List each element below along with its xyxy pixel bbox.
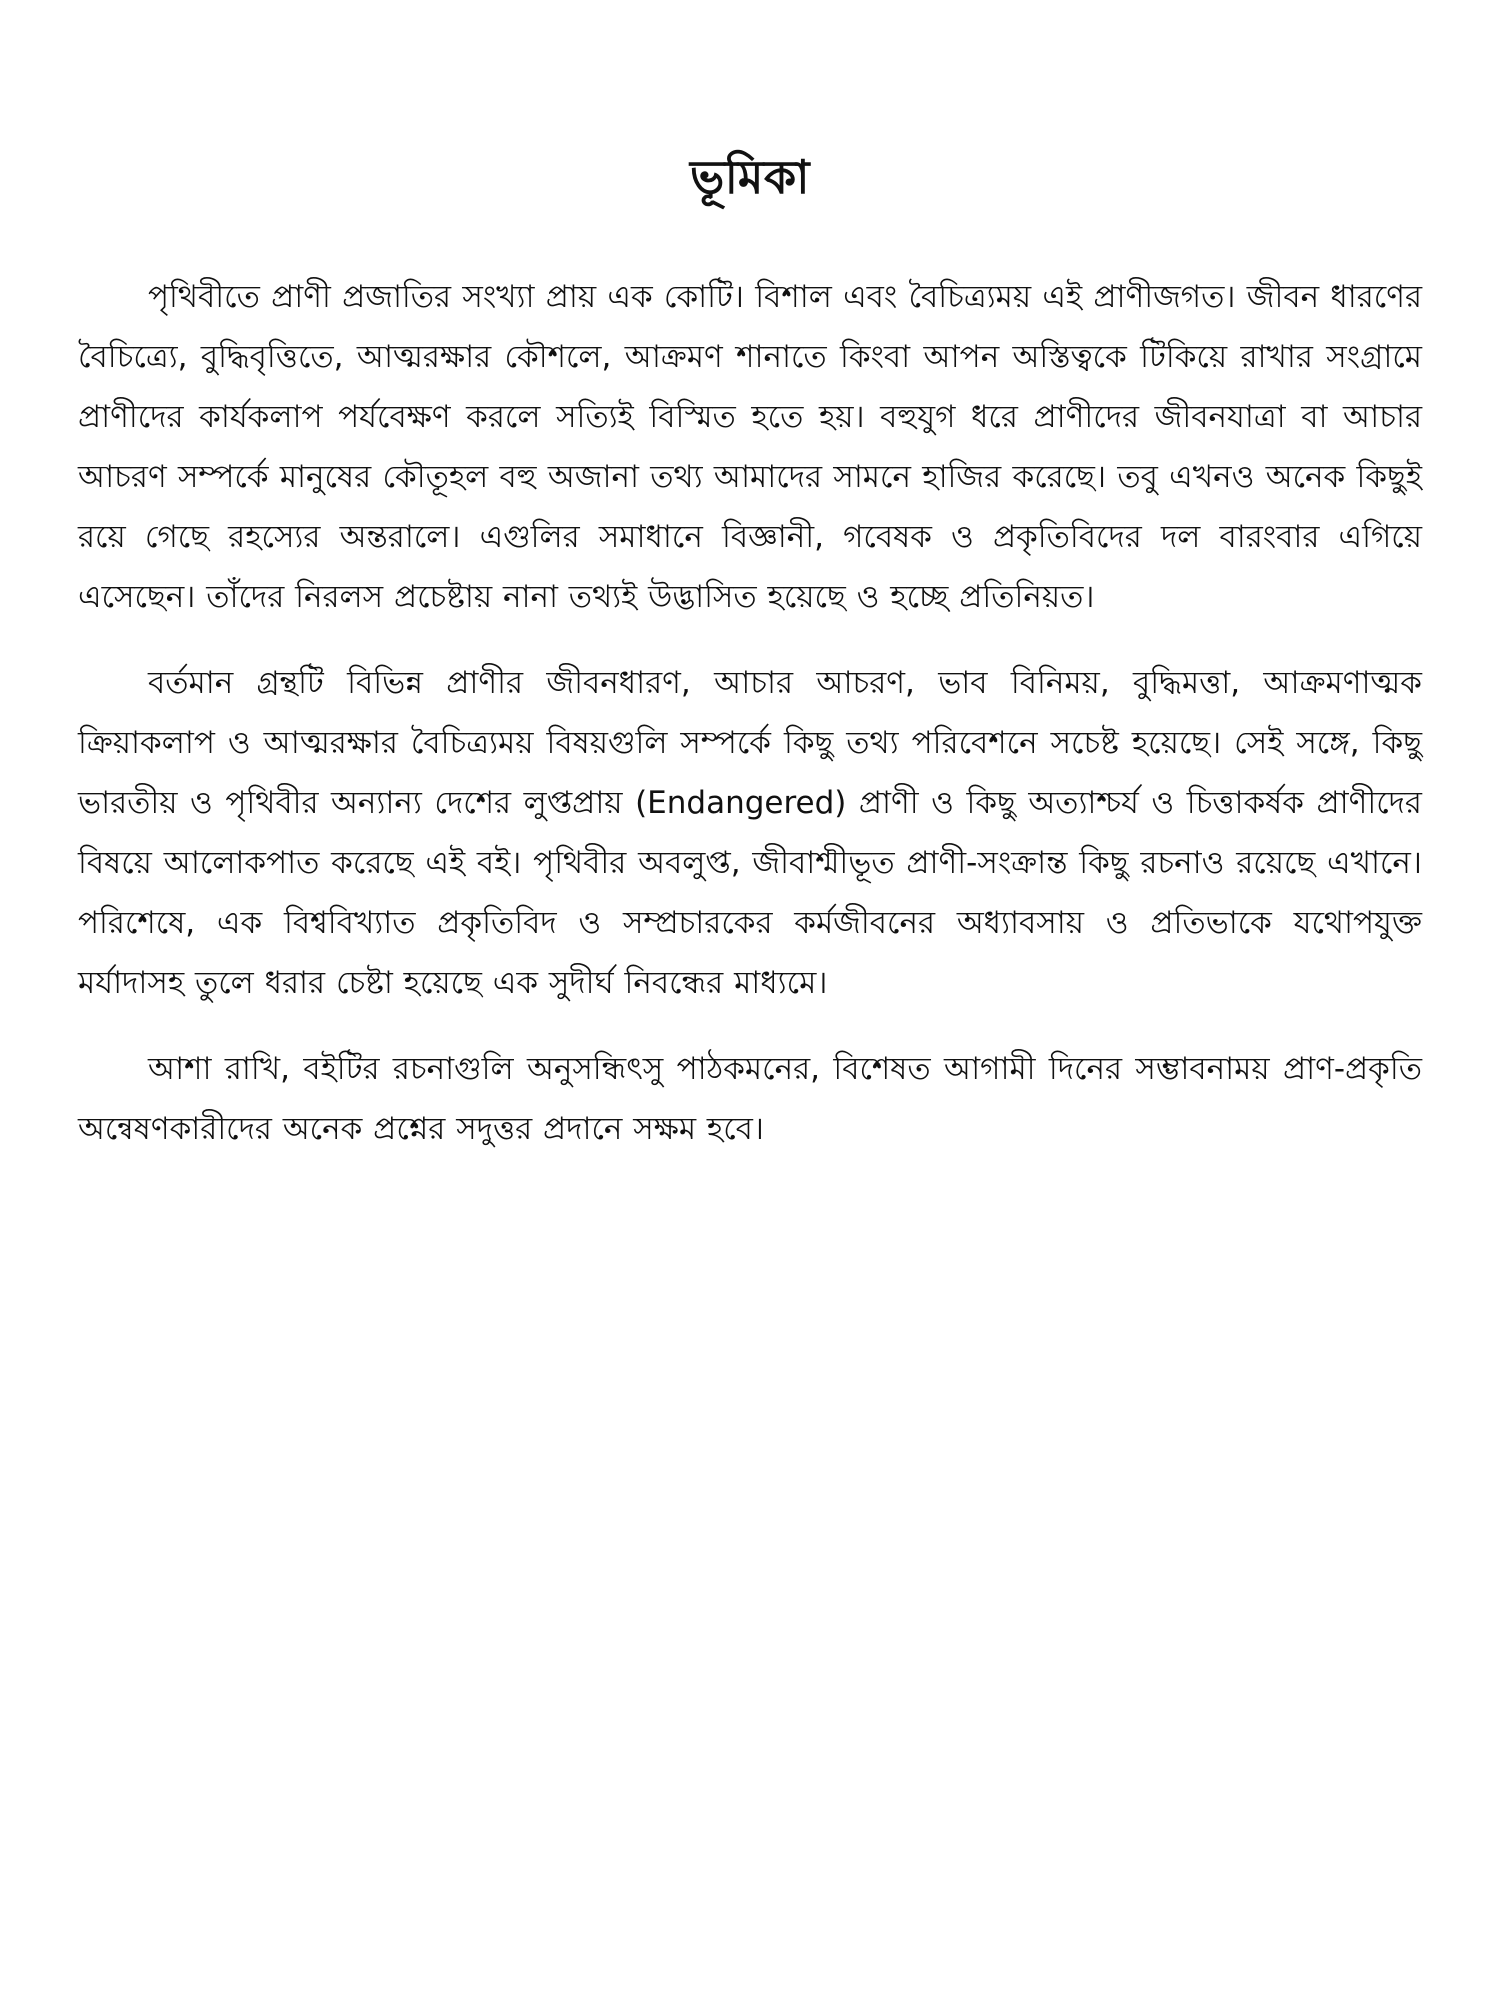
paragraph-1: পৃথিবীতে প্রাণী প্রজাতির সংখ্যা প্রায় এক কোটি। বিশাল এবং বৈচিত্র্যময় এই প্রাণীজগত। জীবন ধারণের বৈচিত্র্যে, বুদ্ধিবৃত্তিতে, আত্মরক্ষার কৌশলে, আক্রমণ শানাতে কিংবা আপন অস্তিত্বকে টিকিয়ে রাখার সংগ্রামে প্রাণীদের কার্যকলাপ পর্যবেক্ষণ করলে সত্যিই বিস্মিত হতে হয়। বহুযুগ ধরে প্রাণীদের জীবনযাত্রা বা আচার আচরণ সম্পর্কে মানুষের কৌতূহল বহু অজানা তথ্য আমাদের সামনে হাজির করেছে। তবু এখনও অনেক কিছুই রয়ে গেছে রহস্যের অন্তরালে। এগুলির সমাধানে বিজ্ঞানী, গবেষক ও প্রকৃতিবিদের দল বারংবার এগিয়ে এসেছেন। তাঁদের নিরলস প্রচেষ্টায় নানা তথ্যই উদ্ভাসিত হয়েছে ও হচ্ছে প্রতিনিয়ত।	[78, 279, 1422, 616]
page-title: ভূমিকা	[690, 150, 810, 204]
paragraph-2: বর্তমান গ্রন্থটি বিভিন্ন প্রাণীর জীবনধারণ, আচার আচরণ, ভাব বিনিময়, বুদ্ধিমত্তা, আক্রমণাত্মক ক্রিয়াকলাপ ও আত্মরক্ষার বৈচিত্র্যময় বিষয়গুলি সম্পর্কে কিছু তথ্য পরিবেশনে সচেষ্ট হয়েছে। সেই সঙ্গে, কিছু ভারতীয় ও পৃথিবীর অন্যান্য দেশের লুপ্তপ্রায় (Endangered) প্রাণী ও কিছু অত্যাশ্চর্য ও চিত্তাকর্ষক প্রাণীদের বিষয়ে আলোকপাত করেছে এই বই। পৃথিবীর অবলুপ্ত, জীবাশ্মীভূত প্রাণী-সংক্রান্ত কিছু রচনাও রয়েছে এখানে। পরিশেষে, এক বিশ্ববিখ্যাত প্রকৃতিবিদ ও সম্প্রচারকের কর্মজীবনের অধ্যাবসায় ও প্রতিভাকে যথোপযুক্ত মর্যাদাসহ তুলে ধরার চেষ্টা হয়েছে এক সুদীর্ঘ নিবন্ধের মাধ্যমে।	[78, 665, 1422, 1002]
paragraph-3: আশা রাখি, বইটির রচনাগুলি অনুসন্ধিৎসু পাঠকমনের, বিশেষত আগামী দিনের সম্ভাবনাময় প্রাণ-প্রকৃতি অন্বেষণকারীদের অনেক প্রশ্নের সদুত্তর প্রদানে সক্ষম হবে।	[78, 1051, 1422, 1148]
